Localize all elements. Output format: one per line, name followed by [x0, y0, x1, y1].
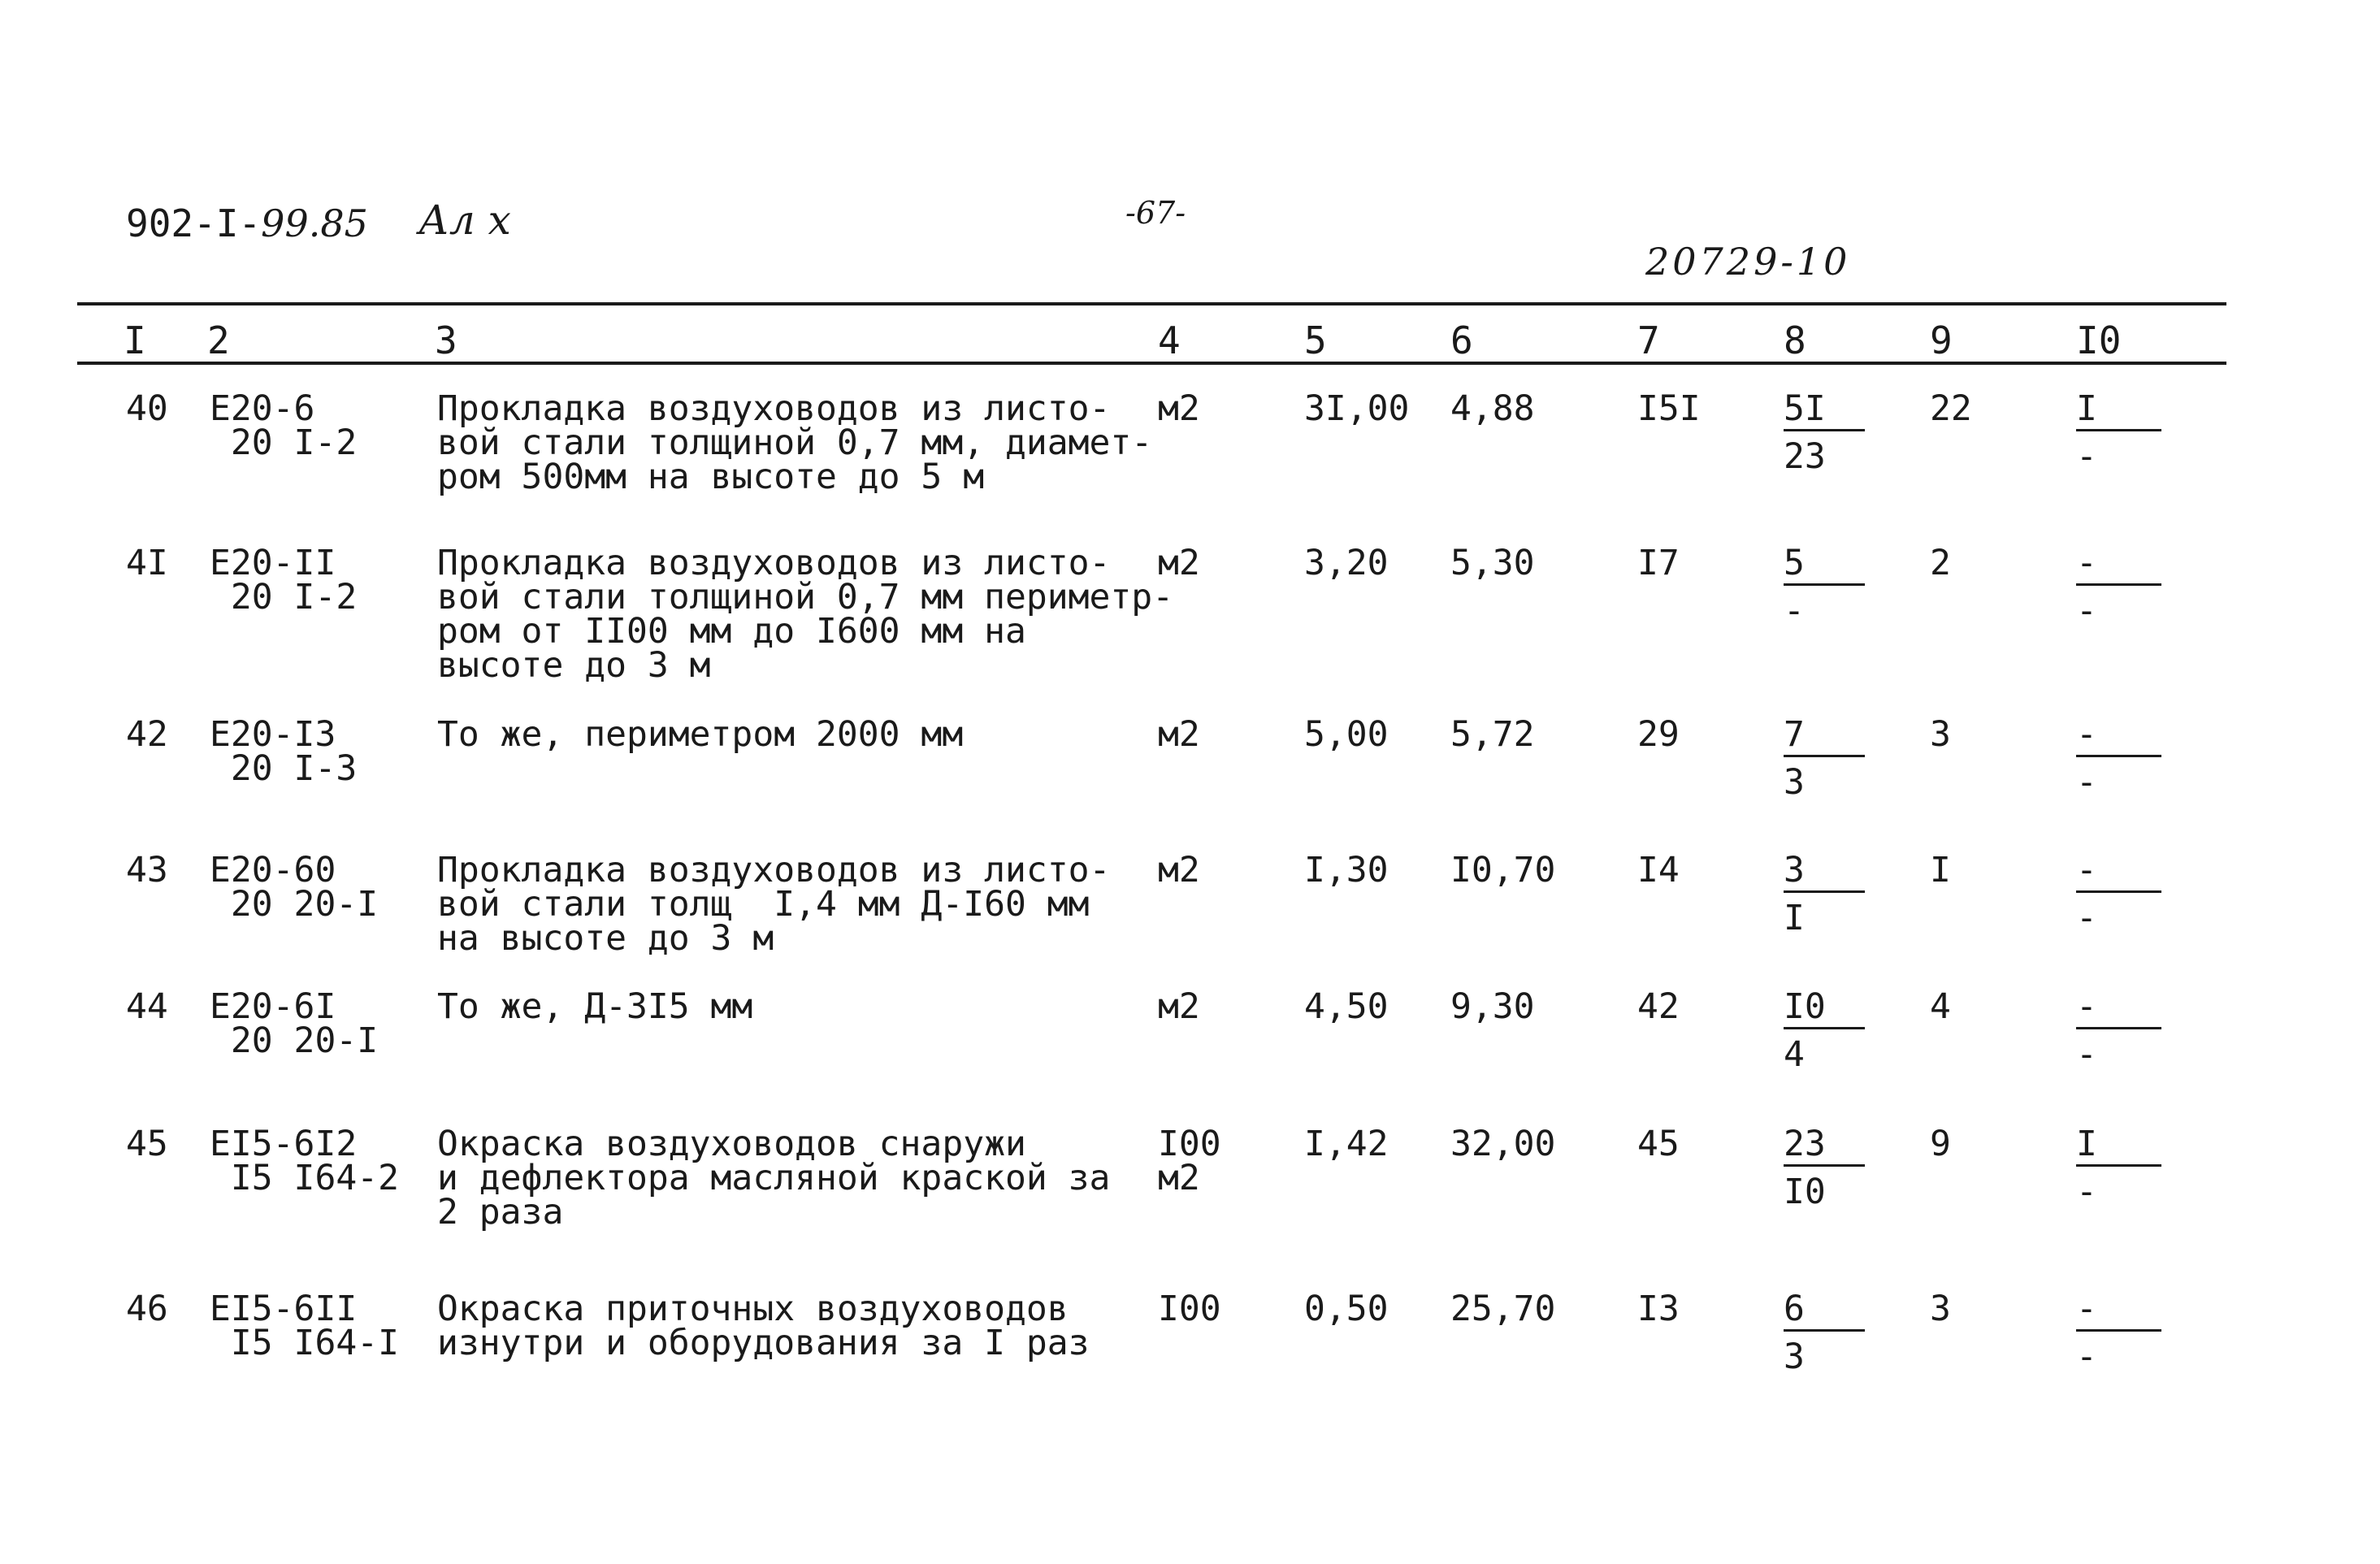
wage-fraction [1784, 1290, 1865, 1376]
unit-price: 5,72 [1450, 714, 1535, 755]
column-10-fraction [2076, 988, 2161, 1073]
column-10-fraction-numerator: - [2076, 850, 2097, 890]
rate-code: E20-II 20 I-2 [210, 543, 358, 617]
rate-code: E20-60 20 20-I [210, 850, 379, 925]
wage-fraction-fraction-bar [1784, 1164, 1865, 1167]
rate-code: E20-6 20 I-2 [210, 388, 358, 463]
work-description: Прокладка воздуховодов из листо- вой стали толщиной 0,7 мм, диамет- ром 500мм на высоте до 5 м [437, 388, 1153, 497]
unit: м2 [1158, 543, 1200, 583]
column-9-value: 9 [1930, 1124, 1951, 1164]
wage-fraction-numerator: 5 [1784, 543, 1805, 583]
wage-fraction-fraction-bar [1784, 755, 1865, 757]
wage-fraction [1784, 544, 1865, 630]
work-description: Окраска воздуховодов снаружи и дефлектора масляной краской за 2 раза [437, 1124, 1111, 1233]
unit-price: 5,30 [1450, 543, 1535, 583]
column-10-fraction [2076, 716, 2161, 801]
row-number: 40 [126, 388, 168, 429]
work-description: То же, Д-3I5 мм [437, 986, 753, 1027]
wage-fraction-fraction-bar [1784, 1329, 1865, 1332]
wage-fraction-fraction-bar [1784, 583, 1865, 586]
unit-price: 9,30 [1450, 986, 1535, 1027]
row-number: 42 [126, 714, 168, 755]
rate-code: E20-I3 20 I-3 [210, 714, 358, 789]
column-10-fraction-fraction-bar [2076, 429, 2161, 431]
total-cost: I7 [1637, 543, 1680, 583]
document-code-handwritten: 99.85 [261, 201, 368, 245]
column-10-fraction-fraction-bar [2076, 1329, 2161, 1332]
quantity: 4,50 [1304, 986, 1389, 1027]
wage-fraction [1784, 851, 1865, 937]
quantity: I,42 [1304, 1124, 1389, 1164]
column-10-fraction [2076, 1290, 2161, 1376]
handwritten-mark: Ал х [418, 197, 511, 244]
column-10-fraction-denominator: - [2076, 1172, 2097, 1212]
unit-price: 32,00 [1450, 1124, 1556, 1164]
wage-fraction [1784, 716, 1865, 801]
column-number: 6 [1450, 318, 1473, 362]
column-10-fraction-fraction-bar [2076, 1164, 2161, 1167]
row-number: 46 [126, 1289, 168, 1329]
column-number: 8 [1784, 318, 1806, 362]
work-description: Окраска приточных воздуховодов изнутри и оборудования за I раз [437, 1289, 1090, 1363]
column-9-value: 3 [1930, 714, 1951, 755]
wage-fraction-denominator: 4 [1784, 1034, 1805, 1075]
wage-fraction-numerator: I0 [1784, 986, 1826, 1027]
column-10-fraction-fraction-bar [2076, 755, 2161, 757]
column-10-fraction-fraction-bar [2076, 583, 2161, 586]
page-number: -67- [1125, 195, 1186, 231]
column-9-value: 2 [1930, 543, 1951, 583]
wage-fraction [1784, 1125, 1865, 1211]
row-number: 4I [126, 543, 168, 583]
header-rule [77, 362, 2226, 365]
wage-fraction-denominator: 3 [1784, 1337, 1805, 1377]
wage-fraction-denominator: I0 [1784, 1172, 1826, 1212]
total-cost: I3 [1637, 1289, 1680, 1329]
inventory-number: 20729-10 [1645, 240, 1851, 284]
unit: I00 [1158, 1289, 1221, 1329]
unit: м2 [1158, 986, 1200, 1027]
row-number: 43 [126, 850, 168, 890]
column-10-fraction-fraction-bar [2076, 890, 2161, 893]
column-number: 2 [207, 318, 230, 362]
wage-fraction-numerator: 23 [1784, 1124, 1826, 1164]
total-cost: 42 [1637, 986, 1680, 1027]
wage-fraction-fraction-bar [1784, 890, 1865, 893]
wage-fraction-numerator: 3 [1784, 850, 1805, 890]
column-number: 4 [1158, 318, 1181, 362]
column-number: I [124, 318, 146, 362]
row-number: 45 [126, 1124, 168, 1164]
unit: м2 [1158, 850, 1200, 890]
wage-fraction [1784, 390, 1865, 475]
unit: I00 м2 [1158, 1124, 1221, 1198]
total-cost: I5I [1637, 388, 1701, 429]
wage-fraction [1784, 988, 1865, 1073]
work-description: Прокладка воздуховодов из листо- вой стали толщ I,4 мм Д-I60 мм на высоте до 3 м [437, 850, 1111, 959]
column-number: 9 [1930, 318, 1953, 362]
column-10-fraction-numerator: - [2076, 1289, 2097, 1329]
wage-fraction-fraction-bar [1784, 1027, 1865, 1029]
wage-fraction-denominator: 3 [1784, 762, 1805, 803]
column-10-fraction-numerator: - [2076, 543, 2097, 583]
column-10-fraction-denominator: - [2076, 436, 2097, 477]
column-10-fraction [2076, 390, 2161, 475]
unit-price: 25,70 [1450, 1289, 1556, 1329]
rate-code: E20-6I 20 20-I [210, 986, 379, 1061]
column-10-fraction [2076, 851, 2161, 937]
wage-fraction-numerator: 6 [1784, 1289, 1805, 1329]
total-cost: 45 [1637, 1124, 1680, 1164]
column-number: I0 [2076, 318, 2122, 362]
column-9-value: 22 [1930, 388, 1972, 429]
unit-price: 4,88 [1450, 388, 1535, 429]
column-10-fraction-denominator: - [2076, 762, 2097, 803]
column-9-value: 3 [1930, 1289, 1951, 1329]
column-10-fraction [2076, 1125, 2161, 1211]
column-10-fraction-denominator: - [2076, 1034, 2097, 1075]
column-10-fraction-numerator: I [2076, 1124, 2097, 1164]
rate-code: EI5-6I2 I5 I64-2 [210, 1124, 399, 1198]
quantity: 5,00 [1304, 714, 1389, 755]
column-10-fraction [2076, 544, 2161, 630]
column-10-fraction-numerator: - [2076, 986, 2097, 1027]
wage-fraction-denominator: I [1784, 898, 1805, 938]
quantity: 3,20 [1304, 543, 1389, 583]
document-code-printed: 902-I- [126, 201, 262, 245]
quantity: 0,50 [1304, 1289, 1389, 1329]
unit: м2 [1158, 714, 1200, 755]
total-cost: 29 [1637, 714, 1680, 755]
column-10-fraction-denominator: - [2076, 898, 2097, 938]
column-10-fraction-numerator: I [2076, 388, 2097, 429]
column-9-value: 4 [1930, 986, 1951, 1027]
work-description: Прокладка воздуховодов из листо- вой стали толщиной 0,7 мм периметр- ром от II00 мм до I600 мм на высоте до 3 м [437, 543, 1174, 686]
column-10-fraction-fraction-bar [2076, 1027, 2161, 1029]
column-10-fraction-denominator: - [2076, 1337, 2097, 1377]
row-number: 44 [126, 986, 168, 1027]
unit-price: I0,70 [1450, 850, 1556, 890]
wage-fraction-numerator: 7 [1784, 714, 1805, 755]
quantity: 3I,00 [1304, 388, 1410, 429]
quantity: I,30 [1304, 850, 1389, 890]
wage-fraction-denominator: 23 [1784, 436, 1826, 477]
document-code [126, 201, 368, 245]
column-number: 7 [1637, 318, 1660, 362]
top-rule [77, 302, 2226, 305]
wage-fraction-fraction-bar [1784, 429, 1865, 431]
wage-fraction-numerator: 5I [1784, 388, 1826, 429]
wage-fraction-denominator: - [1784, 591, 1805, 631]
column-number: 3 [435, 318, 457, 362]
total-cost: I4 [1637, 850, 1680, 890]
column-number: 5 [1304, 318, 1327, 362]
rate-code: EI5-6II I5 I64-I [210, 1289, 399, 1363]
column-10-fraction-denominator: - [2076, 591, 2097, 631]
column-9-value: I [1930, 850, 1951, 890]
work-description: То же, периметром 2000 мм [437, 714, 964, 755]
unit: м2 [1158, 388, 1200, 429]
column-10-fraction-numerator: - [2076, 714, 2097, 755]
